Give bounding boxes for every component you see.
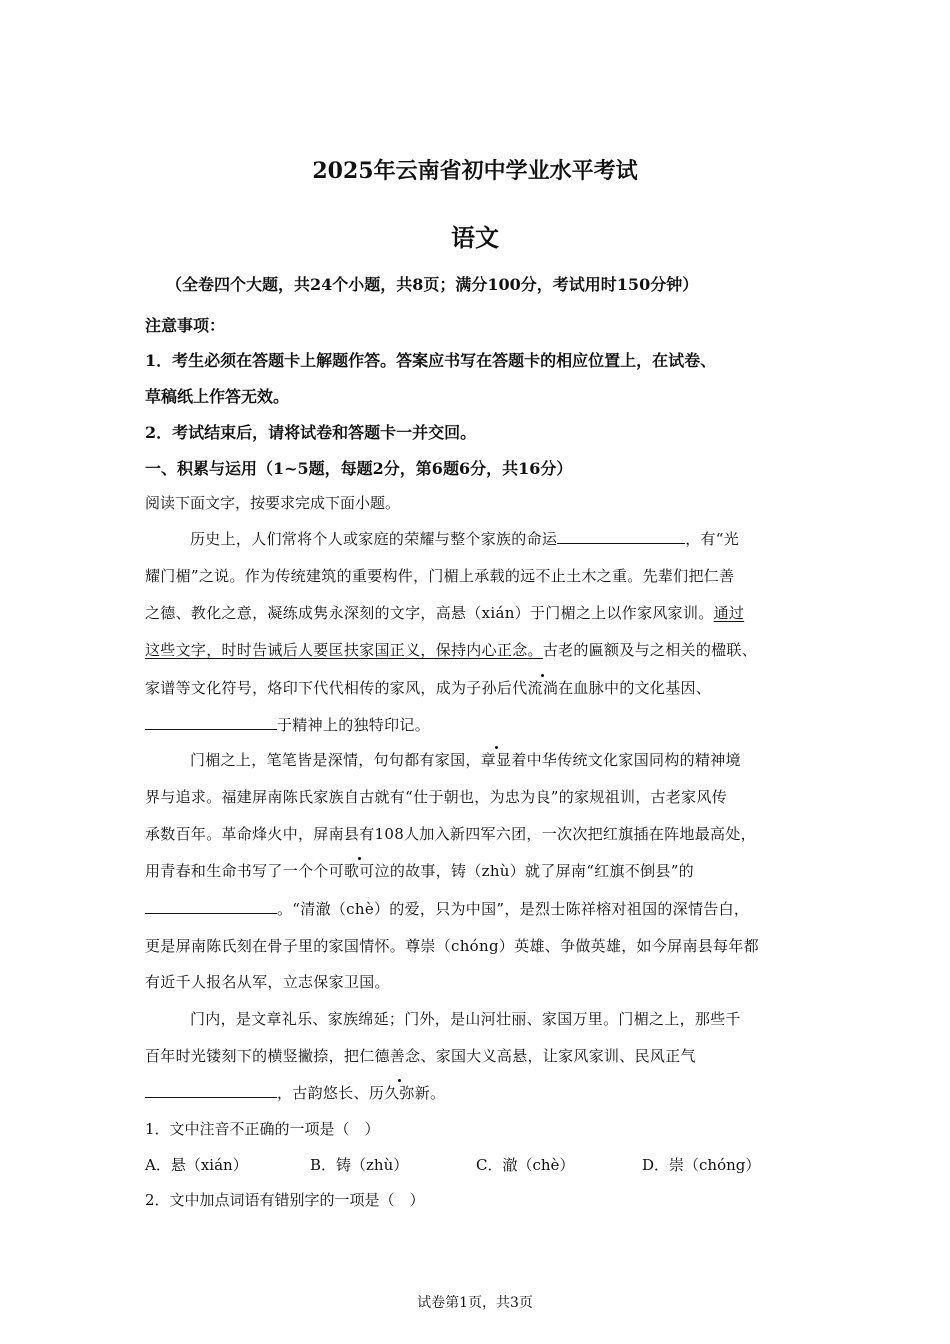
passage-line <box>190 528 739 549</box>
question-2: 2．文中加点词语有错别字的一项是（ ） <box>145 1191 425 1209</box>
notice-item-1-line-1: 1．考生必须在答题卡上解题作答。答案应书写在答题卡的相应位置上，在试卷、 <box>145 351 717 370</box>
option-d[interactable]: D．崇（chóng） <box>642 1156 761 1174</box>
passage-text: 。“清澈（chè）的爱，只为中国”，是烈士陈祥榕对祖国的深情告白， <box>277 900 750 918</box>
notice-item-1-line-2: 草稿纸上作答无效。 <box>145 387 290 406</box>
notice-item-2: 2．考试结束后，请将试卷和答题卡一并交回。 <box>145 423 477 442</box>
option-b[interactable]: B．铸（zhù） <box>310 1156 409 1174</box>
passage-text: 家谱等文化符号，烙印下代代相传的家风，成为子孙后代 <box>145 679 528 697</box>
passage-line <box>145 898 749 919</box>
question-1-options <box>145 1154 760 1175</box>
underlined-sentence: 通过 <box>713 604 745 622</box>
passage-text: 着中华传统文化家国同构的精神境 <box>511 751 741 769</box>
passage-text: 古老的匾额及与之相关的楹联、 <box>542 641 758 659</box>
exam-title: 2025年云南省初中学业水平考试 <box>312 158 638 184</box>
section-heading: 一、积累与运用（1~5题，每题2分，第6题6分，共16分） <box>145 459 573 478</box>
answer-blank <box>145 715 277 730</box>
passage-text: 门楣之上，笔笔皆是深情，句句都有家国， <box>190 751 481 769</box>
question-1: 1．文中注音不正确的一项是（ ） <box>145 1120 380 1138</box>
passage-line <box>145 860 694 881</box>
underlined-sentence: 这些文字，时时告诫后人要匡扶家国正义，保持内心正念。 <box>145 641 543 659</box>
passage-line: 界与追求。福建屏南陈氏家族自古就有“仕于朝也，为忠为良”的家规祖训，古老家风传 <box>145 788 728 806</box>
passage-line: 百年时光镂刻下的横竖撇捺，把仁德善念、家国大义高悬，让家风家训、民风正气 <box>145 1047 696 1065</box>
page-footer: 试卷第1页，共3页 <box>417 1295 533 1311</box>
passage-text: 于精神上的独特印记。 <box>277 716 431 734</box>
passage-line: 耀门楣”之说。作为传统建筑的重要构件，门楣上承载的远不止土木之重。先辈们把仁善 <box>145 567 735 585</box>
answer-blank <box>145 1083 277 1098</box>
passage-text: 在血脉中的文化基因、 <box>558 679 712 697</box>
passage-line <box>145 602 744 623</box>
passage-text: 历史上，人们常将个人或家庭的荣耀与整个家族的命运 <box>190 530 558 548</box>
subject-title: 语文 <box>451 223 499 252</box>
exam-info: （全卷四个大题，共24个小题，共8页；满分100分，考试用时150分钟） <box>166 275 699 294</box>
passage-text: ，有“光 <box>685 530 740 548</box>
passage-line: 门内，是文章礼乐、家族绵延；门外，是山河壮丽、家国万里。门楣之上，那些千 <box>190 1010 741 1028</box>
dotted-word: 章显 <box>480 751 512 769</box>
dotted-word: 可歌可泣 <box>328 862 390 880</box>
passage-line <box>145 1082 445 1103</box>
passage-text: 。 <box>430 1084 446 1102</box>
passage-line: 有近千人报名从军，立志保家卫国。 <box>145 973 390 991</box>
passage-line <box>190 749 741 770</box>
passage-line <box>145 677 711 698</box>
option-a[interactable]: A．悬（xián） <box>145 1156 248 1174</box>
section-instruction: 阅读下面文字，按要求完成下面小题。 <box>145 494 401 512</box>
passage-text: ，古韵悠长、 <box>277 1084 369 1102</box>
notice-heading: 注意事项： <box>145 316 226 335</box>
passage-text: 用青春和生命书写了一个个 <box>145 862 329 880</box>
passage-line <box>145 714 430 735</box>
passage-line <box>145 639 757 660</box>
passage-line: 更是屏南陈氏刻在骨子里的家国情怀。尊崇（chóng）英雄、争做英雄，如今屏南县每年都 <box>145 937 759 955</box>
passage-text: 之德、教化之意，凝练成隽永深刻的文字，高悬（xián）于门楣之上以作家风家训。 <box>145 604 714 622</box>
passage-line: 承数百年。革命烽火中，屏南县有108人加入新四军六团，一次次把红旗插在阵地最高处， <box>145 825 756 843</box>
answer-blank <box>145 899 277 914</box>
answer-blank <box>557 529 685 544</box>
option-c[interactable]: C．澈（chè） <box>476 1156 575 1174</box>
dotted-word: 流淌 <box>527 679 559 697</box>
dotted-word: 历久弥新 <box>368 1084 431 1102</box>
passage-text: 的故事，铸（zhù）就了屏南“红旗不倒县”的 <box>389 862 694 880</box>
